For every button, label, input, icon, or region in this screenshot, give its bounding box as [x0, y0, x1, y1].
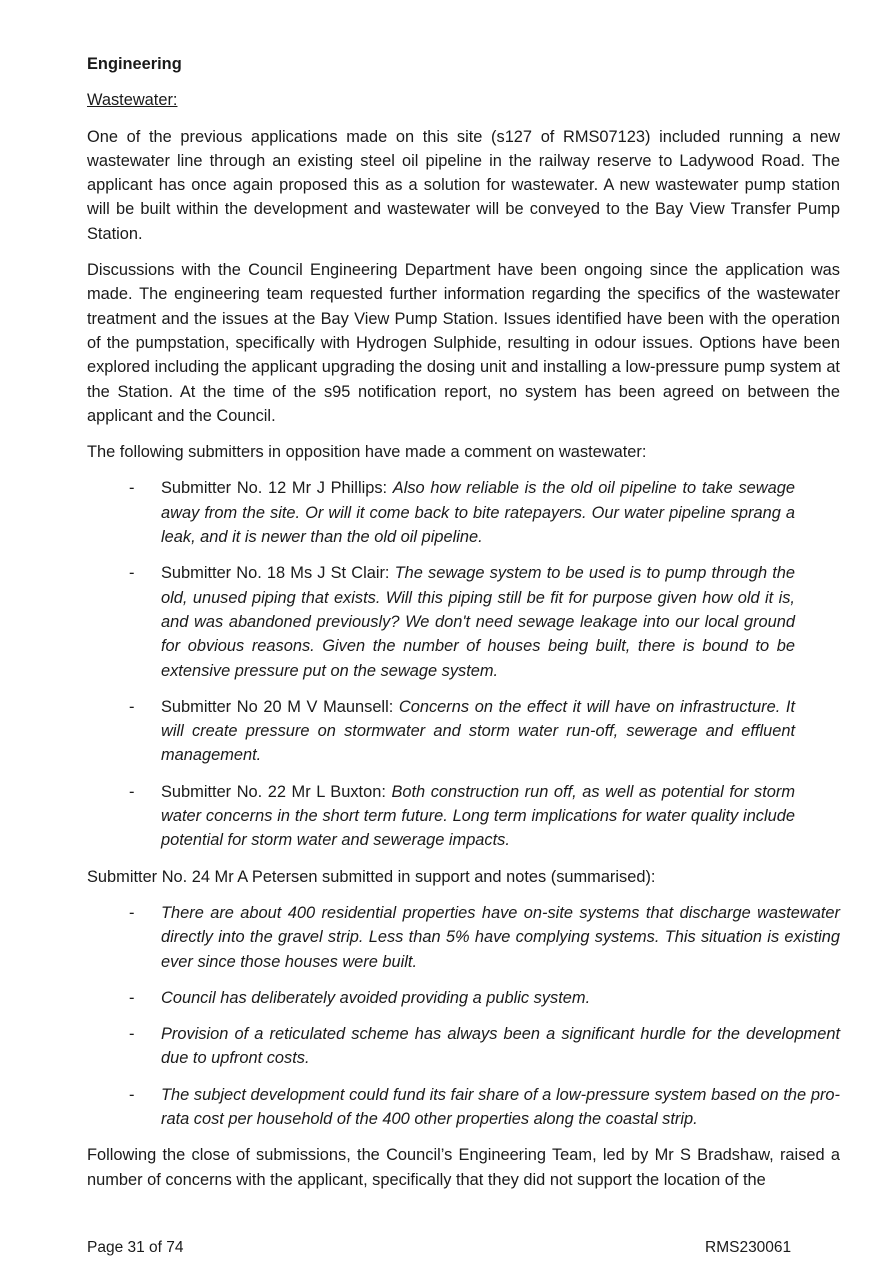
list-dash: - — [129, 988, 135, 1007]
list-item — [87, 780, 795, 853]
support-point: The subject development could fund its fair share of a low-pressure system based on the pro-rata cost per household of the 400 other properties along the coastal strip. — [161, 1085, 840, 1128]
list-dash: - — [129, 564, 135, 583]
submitter-name: Submitter No 20 M V Maunsell: — [161, 697, 399, 716]
closing-paragraph: Following the close of submissions, the Council’s Engineering Team, led by Mr S Bradshaw, raised a number of concerns with the applicant, specifically that they did not support the location of the — [87, 1146, 840, 1189]
list-item — [87, 901, 840, 974]
submitter-name: Submitter No. 22 Mr L Buxton: — [161, 782, 392, 801]
list-item — [87, 986, 840, 1010]
list-dash: - — [129, 697, 135, 716]
support-intro: Submitter No. 24 Mr A Petersen submitted in support and notes (summarised): — [87, 867, 656, 886]
section-heading: Engineering — [87, 55, 182, 73]
support-point: Council has deliberately avoided providing a public system. — [161, 988, 591, 1007]
list-item — [87, 1022, 840, 1071]
list-dash: - — [129, 782, 135, 801]
page-number: Page 31 of 74 — [87, 1239, 184, 1256]
list-item — [87, 476, 795, 549]
submitter-quote: Concerns on the effect it will have on infrastructure. It will create pressure on stormwater and storm water run-off, sewerage and effluent management. — [161, 697, 795, 765]
list-item — [87, 1083, 840, 1132]
support-point: Provision of a reticulated scheme has always been a significant hurdle for the development due to upfront costs. — [161, 1025, 840, 1068]
submitter-name: Submitter No. 12 Mr J Phillips: — [161, 479, 393, 498]
list-dash: - — [129, 1025, 135, 1044]
section-subheading: Wastewater: — [87, 91, 178, 110]
submitter-quote: Both construction run off, as well as potential for storm water concerns in the short term future. Long term implications for water quality include potential for storm water and sewerage impacts. — [161, 782, 795, 850]
list-item — [87, 561, 795, 682]
list-dash: - — [129, 903, 135, 922]
document-reference: RMS230061 — [705, 1239, 792, 1256]
support-list — [87, 901, 840, 1131]
support-point: There are about 400 residential properties have on-site systems that discharge wastewater directly into the gravel strip. Less than 5% have complying systems. This situation is existing ever since those houses were built. — [161, 903, 840, 971]
list-dash: - — [129, 479, 135, 498]
list-dash: - — [129, 1085, 135, 1104]
submitter-name: Submitter No. 18 Ms J St Clair: — [161, 564, 395, 583]
opposition-intro: The following submitters in opposition have made a comment on wastewater: — [87, 443, 647, 462]
opposition-list — [87, 476, 840, 852]
submitter-quote: The sewage system to be used is to pump through the old, unused piping that exists. Will this piping still be fit for purpose given how old it is, and was abandoned previously? We don't need sewage leakage into our local ground for obvious reasons. Given the number of houses being built, there is bound to be extensive pressure put on the sewage system. — [161, 564, 795, 680]
paragraph: One of the previous applications made on this site (s127 of RMS07123) included running a new wastewater line through an existing steel oil pipeline in the railway reserve to Ladywood Road. The applicant has once again proposed this as a solution for wastewater. A new wastewater pump station will be built within the development and wastewater will be conveyed to the Bay View Transfer Pump Station. — [87, 127, 840, 243]
list-item — [87, 695, 795, 768]
paragraph: Discussions with the Council Engineering Department have been ongoing since the application was made. The engineering team requested further information regarding the specifics of the wastewater treatment and the issues at the Bay View Pump Station. Issues identified have been with the operation of the pumpstation, specifically with Hydrogen Sulphide, resulting in odour issues. Options have been explored including the applicant upgrading the dosing unit and installing a low-pressure pump system at the Station. At the time of the s95 notification report, no system has been agreed on between the applicant and the Council. — [87, 261, 840, 425]
document-body — [87, 52, 840, 1204]
submitter-quote: Also how reliable is the old oil pipeline to take sewage away from the site. Or will it come back to bite ratepayers. Our water pipeline sprang a leak, and it is newer than the old oil pipeline. — [161, 479, 795, 547]
